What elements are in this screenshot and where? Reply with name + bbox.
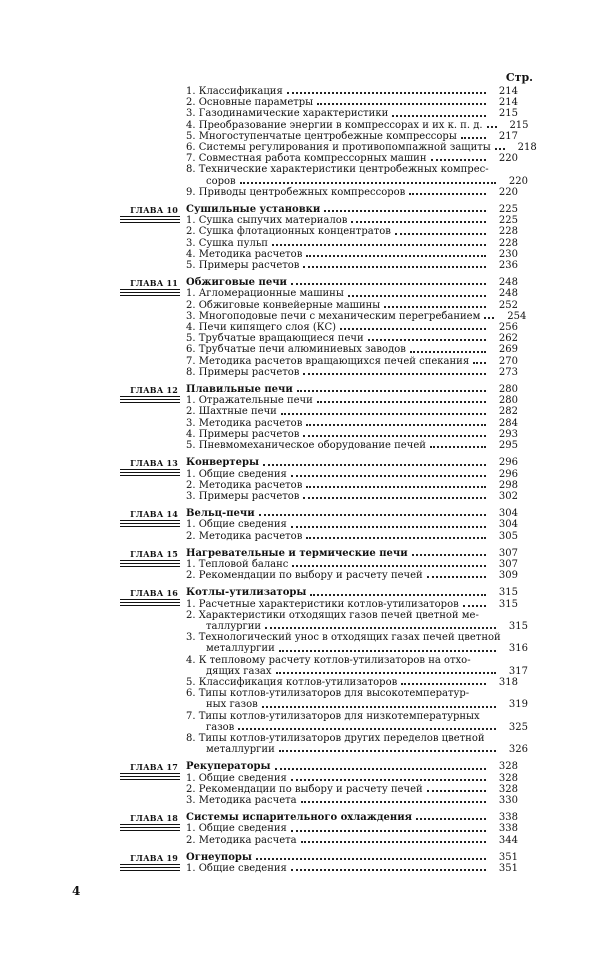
toc-entry bbox=[186, 97, 518, 108]
page-number: 4 bbox=[72, 884, 81, 898]
chapter-rule bbox=[120, 564, 180, 567]
chapter-section bbox=[0, 204, 600, 271]
toc-entry bbox=[196, 699, 528, 710]
dot-leader bbox=[384, 306, 486, 308]
toc-entry-page: 325 bbox=[508, 721, 528, 733]
chapter-rule bbox=[120, 868, 180, 871]
dot-leader bbox=[427, 790, 486, 792]
toc-entry-text: Вельц-печи bbox=[186, 508, 255, 520]
dot-leader bbox=[259, 514, 486, 516]
chapter-title-line bbox=[186, 852, 518, 863]
toc-entry-text: Котлы-утилизаторы bbox=[186, 587, 307, 599]
dot-leader bbox=[317, 401, 486, 403]
toc-entry-page: 305 bbox=[498, 530, 518, 542]
chapter-label bbox=[120, 549, 180, 567]
toc-entry-page: 330 bbox=[498, 794, 518, 806]
toc-entry-page: 304 bbox=[498, 519, 518, 531]
toc-entry-page: 319 bbox=[508, 699, 528, 711]
dot-leader bbox=[340, 328, 486, 330]
dot-leader bbox=[291, 526, 486, 528]
toc-entry bbox=[186, 108, 518, 119]
dot-leader bbox=[303, 435, 486, 437]
dot-leader bbox=[412, 554, 486, 556]
chapter-number: ГЛАВА 15 bbox=[130, 548, 178, 559]
chapter-title-line bbox=[186, 384, 518, 395]
dot-leader bbox=[392, 115, 486, 117]
toc-entry-text: 4. Печи кипящего слоя (КС) bbox=[186, 322, 337, 334]
chapter-section bbox=[0, 587, 600, 755]
toc-entry-text: 3. Газодинамические характеристики bbox=[186, 108, 389, 120]
toc-entry-text: 1. Классификация bbox=[186, 86, 283, 97]
toc-entry-text: Конвертеры bbox=[186, 457, 259, 469]
toc-entry-text: 1. Общие сведения bbox=[186, 823, 287, 835]
dot-leader bbox=[263, 464, 486, 466]
dot-leader bbox=[301, 801, 486, 803]
toc-entry-text: 2. Методика расчетов bbox=[186, 530, 303, 542]
dot-leader bbox=[276, 672, 496, 674]
toc-entry-text: Системы испарительного охлаждения bbox=[186, 812, 413, 824]
toc-entry-page: 315 bbox=[498, 598, 518, 610]
dot-leader bbox=[348, 295, 486, 297]
toc-entry-text: 5. Классификация котлов-утилизаторов bbox=[186, 676, 398, 688]
toc-entry-page: 338 bbox=[498, 823, 518, 835]
toc-entry-page: 225 bbox=[498, 204, 518, 216]
toc-entry-page: 252 bbox=[498, 299, 518, 311]
toc-entry-page: 351 bbox=[498, 863, 518, 874]
chapter-label bbox=[120, 278, 180, 296]
chapter-rule bbox=[120, 473, 180, 476]
toc-entry bbox=[186, 655, 518, 666]
toc-entry bbox=[186, 531, 518, 542]
toc-entry-page: 298 bbox=[498, 479, 518, 491]
dot-leader bbox=[410, 351, 486, 353]
chapter-number: ГЛАВА 13 bbox=[130, 458, 178, 469]
toc-entry bbox=[186, 310, 527, 322]
toc-entry bbox=[186, 491, 518, 502]
toc-entry-page: 315 bbox=[508, 620, 528, 632]
toc-entry-page: 225 bbox=[498, 215, 518, 227]
toc-entry-text: 3. Многоподовые печи с механическим перегребанием bbox=[186, 310, 481, 322]
toc-entry-page: 296 bbox=[498, 457, 518, 469]
dot-leader bbox=[473, 362, 486, 364]
toc-entry-text: 7. Типы котлов-утилизаторов для низкотемпературных bbox=[186, 710, 480, 722]
chapter-section bbox=[0, 852, 600, 874]
toc-entry-page: 318 bbox=[498, 676, 518, 688]
toc-entry-page: 315 bbox=[498, 587, 518, 599]
toc-entry bbox=[186, 153, 518, 164]
toc-entry-page: 307 bbox=[498, 558, 518, 570]
toc-entry bbox=[186, 711, 518, 722]
dot-leader bbox=[368, 339, 486, 341]
toc-entry-page: 295 bbox=[498, 440, 518, 452]
toc-entry bbox=[186, 784, 518, 795]
toc-entry-text: 2. Рекомендации по выбору и расчету печей bbox=[186, 783, 423, 795]
dot-leader bbox=[297, 390, 486, 392]
dot-leader bbox=[301, 841, 486, 843]
chapter-number: ГЛАВА 16 bbox=[130, 588, 178, 599]
toc-entry-text: Сушильные установки bbox=[186, 204, 321, 216]
toc-entry-text: 8. Типы котлов-утилизаторов других переделов цветной bbox=[186, 732, 485, 744]
chapter-label bbox=[120, 762, 180, 780]
toc-entry-text: 3. Методика расчета bbox=[186, 794, 297, 806]
toc-entry-page: 220 bbox=[498, 186, 518, 198]
toc-entry-page: 215 bbox=[509, 119, 529, 131]
toc-entry-text: 5. Пневмомеханическое оборудование печей bbox=[186, 440, 426, 452]
toc-entry bbox=[196, 666, 528, 677]
toc-entry-page: 309 bbox=[498, 570, 518, 582]
toc-entry bbox=[186, 733, 518, 744]
toc-entry-page: 262 bbox=[498, 333, 518, 345]
toc-entry-text: 8. Технические характеристики центробежных компрес- bbox=[186, 164, 489, 176]
toc-entry bbox=[186, 418, 518, 429]
toc-entry-text: Нагревательные и термические печи bbox=[186, 547, 408, 559]
toc-entry bbox=[186, 322, 518, 333]
toc-entry-text: металлургии bbox=[206, 643, 275, 655]
dot-leader bbox=[317, 103, 486, 105]
toc-entry-text: 1. Агломерационные машины bbox=[186, 288, 344, 300]
toc-entry-text: Обжиговые печи bbox=[186, 277, 287, 289]
chapter-title-line bbox=[186, 548, 518, 559]
toc-entry-page: 326 bbox=[508, 744, 528, 756]
chapter-label bbox=[120, 588, 180, 606]
chapter-section bbox=[0, 508, 600, 542]
toc-entry bbox=[186, 300, 518, 311]
dot-leader bbox=[306, 537, 486, 539]
dot-leader bbox=[416, 818, 486, 820]
dot-leader bbox=[262, 706, 496, 708]
toc-entry-text: 3. Технологический унос в отходящих газах печей цветной bbox=[186, 632, 501, 644]
dot-leader bbox=[291, 869, 486, 871]
toc-entry bbox=[186, 86, 518, 97]
toc-entry-text: 2. Характеристики отходящих газов печей цветной ме- bbox=[186, 609, 479, 621]
toc-entry-page: 215 bbox=[498, 108, 518, 120]
toc-entry-page: 338 bbox=[498, 812, 518, 824]
toc-entry bbox=[186, 367, 518, 378]
toc-entry-text: 4. Методика расчетов bbox=[186, 248, 303, 260]
toc-entry-page: 344 bbox=[498, 834, 518, 846]
toc-entry bbox=[186, 863, 518, 874]
dot-leader bbox=[310, 594, 486, 596]
chapter-number: ГЛАВА 14 bbox=[130, 509, 178, 520]
toc-entry-text: 2. Методика расчета bbox=[186, 834, 297, 846]
chapter-section bbox=[0, 812, 600, 846]
toc-entry bbox=[186, 688, 518, 699]
chapter-section bbox=[0, 457, 600, 502]
toc-entry-text: 5. Примеры расчетов bbox=[186, 260, 300, 272]
dot-leader bbox=[306, 486, 486, 488]
toc-entry bbox=[196, 643, 528, 654]
toc-entry bbox=[186, 333, 518, 344]
toc-entry bbox=[186, 288, 518, 299]
toc-entry-text: Плавильные печи bbox=[186, 384, 293, 396]
toc-entry-text: 1. Общие сведения bbox=[186, 519, 287, 531]
toc-entry-page: 248 bbox=[498, 277, 518, 289]
toc-entry-text: 1. Общие сведения bbox=[186, 863, 287, 874]
chapter-number: ГЛАВА 11 bbox=[130, 278, 178, 289]
dot-leader bbox=[303, 266, 486, 268]
dot-leader bbox=[291, 475, 486, 477]
dot-leader bbox=[265, 627, 496, 629]
toc-entry-page: 280 bbox=[498, 395, 518, 407]
toc-entry-text: 1. Тепловой баланс bbox=[186, 558, 289, 570]
dot-leader bbox=[291, 779, 486, 781]
toc-entry-page: 256 bbox=[498, 322, 518, 334]
toc-entry-page: 269 bbox=[498, 344, 518, 356]
toc-entry bbox=[186, 260, 518, 271]
dot-leader bbox=[292, 565, 486, 567]
toc-entry-text: таллургии bbox=[206, 620, 262, 632]
chapter-label bbox=[120, 509, 180, 527]
chapter-number: ГЛАВА 10 bbox=[130, 205, 178, 216]
dot-leader bbox=[401, 683, 486, 685]
toc-entry bbox=[186, 395, 518, 406]
chapter-rule bbox=[120, 220, 180, 223]
toc-entry-text: 4. К тепловому расчету котлов-утилизаторов на отхо- bbox=[186, 654, 471, 666]
dot-leader bbox=[303, 497, 486, 499]
dot-leader bbox=[431, 159, 486, 161]
toc-entry-text: Огнеупоры bbox=[186, 851, 252, 863]
toc-entry-page: 328 bbox=[498, 783, 518, 795]
toc-entry-page: 280 bbox=[498, 384, 518, 396]
dot-leader bbox=[430, 446, 486, 448]
chapter-rule bbox=[120, 603, 180, 606]
toc-entry-page: 296 bbox=[498, 468, 518, 480]
dot-leader bbox=[395, 233, 486, 235]
dot-leader bbox=[409, 193, 486, 195]
toc-entry bbox=[186, 559, 518, 570]
toc-entry bbox=[186, 570, 518, 581]
toc-entry-text: 1. Расчетные характеристики котлов-утилизаторов bbox=[186, 598, 459, 610]
toc-entry bbox=[186, 632, 518, 643]
toc-entry bbox=[186, 164, 518, 175]
dot-leader bbox=[238, 728, 496, 730]
chapter-number: ГЛАВА 19 bbox=[130, 852, 178, 863]
toc-entry bbox=[186, 429, 518, 440]
chapter-title-line bbox=[186, 761, 518, 772]
chapter-label bbox=[120, 205, 180, 223]
chapter-section bbox=[0, 548, 600, 582]
toc-entry bbox=[186, 238, 518, 249]
chapter-number: ГЛАВА 17 bbox=[130, 762, 178, 773]
toc-entry bbox=[186, 835, 518, 846]
toc-entry bbox=[196, 744, 528, 755]
chapter-title-line bbox=[186, 508, 518, 519]
chapter-rule bbox=[120, 828, 180, 831]
toc-entry-text: металлургии bbox=[206, 744, 275, 756]
toc-entry-text: 2. Шахтные печи bbox=[186, 406, 277, 418]
dot-leader bbox=[279, 650, 496, 652]
toc-entry-page: 228 bbox=[498, 237, 518, 249]
toc-entry bbox=[196, 176, 528, 187]
chapter-title-line bbox=[186, 204, 518, 215]
toc-entry-text: 2. Рекомендации по выбору и расчету печей bbox=[186, 570, 423, 582]
toc-entry-text: 5. Многоступенчатые центробежные компрессоры bbox=[186, 130, 457, 142]
dot-leader bbox=[306, 424, 486, 426]
toc-entry-text: 5. Трубчатые вращающиеся печи bbox=[186, 333, 364, 345]
chapter-label bbox=[120, 458, 180, 476]
toc-entry bbox=[196, 722, 528, 733]
toc-entry bbox=[186, 142, 537, 154]
preceding-section-entries bbox=[0, 86, 600, 198]
dot-leader bbox=[351, 221, 486, 223]
toc-entry bbox=[186, 344, 518, 355]
toc-entry bbox=[186, 480, 518, 491]
toc-entry-text: 6. Типы котлов-утилизаторов для высокотемператур- bbox=[186, 688, 470, 700]
toc-entry-text: 9. Приводы центробежных компрессоров bbox=[186, 186, 406, 198]
toc-entry-page: 230 bbox=[498, 248, 518, 260]
dot-leader bbox=[324, 210, 486, 212]
toc-entry-text: 3. Примеры расчетов bbox=[186, 490, 300, 502]
chapter-section bbox=[0, 761, 600, 806]
toc-entry-text: 1. Сушка сыпучих материалов bbox=[186, 215, 348, 227]
toc-entry-text: 2. Основные параметры bbox=[186, 97, 314, 109]
dot-leader bbox=[291, 283, 486, 285]
dot-leader bbox=[484, 317, 494, 319]
toc-entry bbox=[186, 610, 518, 621]
toc-entry-text: 4. Примеры расчетов bbox=[186, 428, 300, 440]
toc-entry-text: 3. Сушка пульп bbox=[186, 237, 268, 249]
toc-entry-text: 2. Обжиговые конвейерные машины bbox=[186, 299, 381, 311]
toc-entry-page: 236 bbox=[498, 260, 518, 272]
toc-entry bbox=[186, 519, 518, 530]
dot-leader bbox=[275, 768, 486, 770]
chapter-number: ГЛАВА 18 bbox=[130, 813, 178, 824]
toc-entry bbox=[196, 621, 528, 632]
toc-entry-page: 282 bbox=[498, 406, 518, 418]
toc-entry-text: Рекуператоры bbox=[186, 761, 271, 773]
toc-entry-page: 270 bbox=[498, 355, 518, 367]
toc-entry-page: 220 bbox=[498, 153, 518, 165]
toc-entry-page: 248 bbox=[498, 288, 518, 300]
toc-entry bbox=[186, 599, 518, 610]
dot-leader bbox=[487, 126, 497, 128]
toc-entry-page: 328 bbox=[498, 761, 518, 773]
toc-entry-text: 6. Трубчатые печи алюминиевых заводов bbox=[186, 344, 406, 356]
toc-entry bbox=[186, 119, 529, 131]
toc-entry-page: 214 bbox=[498, 86, 518, 97]
toc-entry-text: 2. Методика расчетов bbox=[186, 479, 303, 491]
toc-entry-text: 6. Системы регулирования и противопомпажной защиты bbox=[186, 142, 491, 154]
toc-entry-page: 284 bbox=[498, 417, 518, 429]
toc-entry-text: 1. Отражательные печи bbox=[186, 395, 313, 407]
chapter-label bbox=[120, 813, 180, 831]
toc-entry-page: 228 bbox=[498, 226, 518, 238]
chapter-title-line bbox=[186, 812, 518, 823]
dot-leader bbox=[461, 137, 486, 139]
toc-entry-text: 2. Сушка флотационных концентратов bbox=[186, 226, 391, 238]
toc-entry-text: 1. Общие сведения bbox=[186, 468, 287, 480]
toc-entry bbox=[186, 356, 518, 367]
toc-entry bbox=[186, 187, 518, 198]
dot-leader bbox=[303, 373, 486, 375]
toc-entry bbox=[186, 795, 518, 806]
toc-entry-page: 254 bbox=[507, 310, 527, 322]
chapter-rule bbox=[120, 400, 180, 403]
dot-leader bbox=[256, 858, 486, 860]
toc-entry-page: 293 bbox=[498, 428, 518, 440]
dot-leader bbox=[279, 750, 496, 752]
toc-entry bbox=[186, 440, 518, 451]
toc-entry-page: 220 bbox=[508, 175, 528, 187]
table-of-contents bbox=[0, 86, 600, 874]
dot-leader bbox=[272, 244, 486, 246]
chapter-section bbox=[0, 277, 600, 378]
chapter-title-line bbox=[186, 277, 518, 288]
toc-entry-text: 4. Преобразование энергии в компрессорах и их к. п. д. bbox=[186, 119, 483, 131]
toc-entry-page: 302 bbox=[498, 490, 518, 502]
toc-entry bbox=[186, 131, 518, 142]
toc-entry-text: 7. Совместная работа компрессорных машин bbox=[186, 153, 427, 165]
toc-entry bbox=[186, 226, 518, 237]
toc-entry bbox=[186, 469, 518, 480]
toc-entry-page: 307 bbox=[498, 547, 518, 559]
chapter-label bbox=[120, 853, 180, 871]
chapter-label bbox=[120, 385, 180, 403]
toc-entry-page: 328 bbox=[498, 772, 518, 784]
dot-leader bbox=[495, 148, 505, 150]
toc-entry-text: 3. Методика расчетов bbox=[186, 417, 303, 429]
toc-entry-page: 273 bbox=[498, 366, 518, 378]
dot-leader bbox=[240, 182, 496, 184]
chapter-title-line bbox=[186, 457, 518, 468]
chapter-title-line bbox=[186, 587, 518, 598]
toc-entry-text: ных газов bbox=[206, 699, 258, 711]
dot-leader bbox=[463, 605, 486, 607]
page-column-header: Стр. bbox=[505, 71, 533, 84]
toc-entry-text: 7. Методика расчетов вращающихся печей спекания bbox=[186, 355, 470, 367]
chapter-rule bbox=[120, 777, 180, 780]
toc-entry bbox=[186, 406, 518, 417]
toc-entry-page: 317 bbox=[508, 665, 528, 677]
toc-entry bbox=[186, 677, 518, 688]
dot-leader bbox=[427, 576, 486, 578]
chapter-rule bbox=[120, 293, 180, 296]
dot-leader bbox=[281, 413, 486, 415]
dot-leader bbox=[306, 255, 486, 257]
toc-entry-page: 214 bbox=[498, 97, 518, 109]
toc-entry-page: 218 bbox=[517, 142, 537, 154]
dot-leader bbox=[287, 92, 486, 94]
toc-entry-page: 351 bbox=[498, 851, 518, 863]
toc-entry-text: дящих газах bbox=[206, 665, 272, 677]
chapter-rule bbox=[120, 524, 180, 527]
toc-entry bbox=[186, 773, 518, 784]
toc-entry bbox=[186, 249, 518, 260]
toc-entry-text: 8. Примеры расчетов bbox=[186, 366, 300, 378]
toc-entry-page: 304 bbox=[498, 508, 518, 520]
chapter-number: ГЛАВА 12 bbox=[130, 385, 178, 396]
toc-entry-text: 1. Общие сведения bbox=[186, 772, 287, 784]
toc-entry-page: 217 bbox=[498, 130, 518, 142]
toc-entry-page: 316 bbox=[508, 643, 528, 655]
dot-leader bbox=[291, 830, 486, 832]
chapter-section bbox=[0, 384, 600, 451]
toc-entry-text: газов bbox=[206, 721, 235, 733]
toc-entry bbox=[186, 215, 518, 226]
toc-entry bbox=[186, 823, 518, 834]
toc-entry-text: соров bbox=[206, 175, 236, 187]
